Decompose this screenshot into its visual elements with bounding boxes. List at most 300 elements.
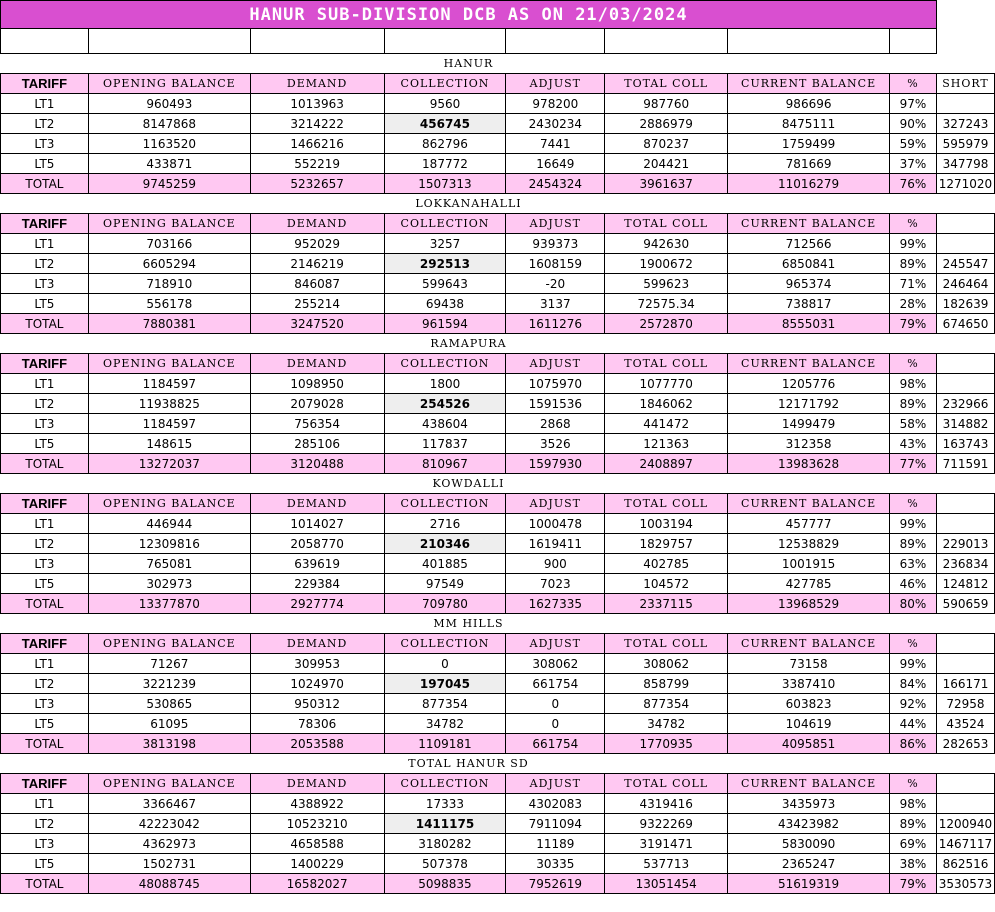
header-tariff[interactable]: TARIFF [1,74,89,94]
cell-adjust[interactable]: 1619411 [506,534,605,554]
cell-opening-balance[interactable]: 765081 [88,554,250,574]
header-total-coll[interactable]: TOTAL COLL [605,774,728,794]
empty-cell[interactable] [384,29,506,54]
cell-adjust[interactable]: 2868 [506,414,605,434]
header-short[interactable] [936,634,994,654]
cell-collection[interactable]: 1800 [384,374,506,394]
cell-opening-balance[interactable]: 1184597 [88,414,250,434]
cell-percent[interactable]: 89% [890,534,937,554]
cell-collection[interactable]: 0 [384,654,506,674]
cell-short[interactable]: 166171 [936,674,994,694]
header-opening-balance[interactable]: OPENING BALANCE [88,74,250,94]
header-collection[interactable]: COLLECTION [384,774,506,794]
cell-tariff[interactable]: LT1 [1,374,89,394]
header-short[interactable] [936,214,994,234]
cell-collection[interactable]: 599643 [384,274,506,294]
cell-current-balance[interactable]: 12538829 [728,534,890,554]
cell-opening-balance[interactable]: 1163520 [88,134,250,154]
cell-tariff[interactable]: LT3 [1,834,89,854]
cell-collection[interactable]: 438604 [384,414,506,434]
cell-short[interactable]: 232966 [936,394,994,414]
cell-total-coll[interactable]: 858799 [605,674,728,694]
cell-short[interactable]: 246464 [936,274,994,294]
cell-current-balance[interactable]: 2365247 [728,854,890,874]
empty-cell[interactable] [936,29,994,54]
cell-current-balance[interactable]: 738817 [728,294,890,314]
cell-opening-balance[interactable]: 13272037 [88,454,250,474]
cell-collection[interactable]: 3180282 [384,834,506,854]
cell-opening-balance[interactable]: 6605294 [88,254,250,274]
empty-cell[interactable] [936,1,994,29]
cell-collection[interactable]: 1507313 [384,174,506,194]
cell-adjust[interactable]: 661754 [506,734,605,754]
cell-short[interactable]: 236834 [936,554,994,574]
cell-collection[interactable]: 69438 [384,294,506,314]
cell-total-coll[interactable]: 308062 [605,654,728,674]
cell-opening-balance[interactable]: 148615 [88,434,250,454]
cell-opening-balance[interactable]: 1184597 [88,374,250,394]
cell-tariff[interactable]: LT2 [1,114,89,134]
cell-percent[interactable]: 63% [890,554,937,574]
cell-percent[interactable]: 80% [890,594,937,614]
section-title[interactable]: RAMAPURA [1,334,937,354]
cell-adjust[interactable]: 1075970 [506,374,605,394]
cell-short[interactable]: 124812 [936,574,994,594]
cell-tariff[interactable]: LT3 [1,274,89,294]
cell-total-coll[interactable]: 1770935 [605,734,728,754]
cell-tariff[interactable]: LT3 [1,414,89,434]
cell-short[interactable]: 3530573 [936,874,994,894]
cell-demand[interactable]: 3247520 [250,314,384,334]
cell-total-coll[interactable]: 599623 [605,274,728,294]
cell-opening-balance[interactable]: 446944 [88,514,250,534]
cell-short[interactable]: 182639 [936,294,994,314]
cell-adjust[interactable]: 1597930 [506,454,605,474]
cell-percent[interactable]: 89% [890,394,937,414]
cell-demand[interactable]: 1024970 [250,674,384,694]
cell-total-coll[interactable]: 1003194 [605,514,728,534]
cell-total-coll[interactable]: 1077770 [605,374,728,394]
cell-total-coll[interactable]: 3961637 [605,174,728,194]
cell-adjust[interactable]: 1611276 [506,314,605,334]
cell-tariff[interactable]: LT3 [1,554,89,574]
cell-opening-balance[interactable]: 433871 [88,154,250,174]
cell-current-balance[interactable]: 3435973 [728,794,890,814]
header-opening-balance[interactable]: OPENING BALANCE [88,494,250,514]
section-title[interactable]: MM HILLS [1,614,937,634]
empty-cell[interactable] [936,474,994,494]
cell-opening-balance[interactable]: 9745259 [88,174,250,194]
cell-total-coll[interactable]: 104572 [605,574,728,594]
header-collection[interactable]: COLLECTION [384,494,506,514]
cell-adjust[interactable]: 978200 [506,94,605,114]
cell-demand[interactable]: 2146219 [250,254,384,274]
header-opening-balance[interactable]: OPENING BALANCE [88,214,250,234]
cell-collection[interactable]: 877354 [384,694,506,714]
cell-tariff[interactable]: TOTAL [1,594,89,614]
header-short[interactable] [936,354,994,374]
cell-percent[interactable]: 79% [890,874,937,894]
cell-tariff[interactable]: LT1 [1,654,89,674]
cell-current-balance[interactable]: 11016279 [728,174,890,194]
cell-opening-balance[interactable]: 530865 [88,694,250,714]
header-current-balance[interactable]: CURRENT BALANCE [728,214,890,234]
cell-collection[interactable]: 507378 [384,854,506,874]
header-percent[interactable]: % [890,214,937,234]
cell-collection[interactable]: 810967 [384,454,506,474]
cell-total-coll[interactable]: 72575.34 [605,294,728,314]
cell-current-balance[interactable]: 1205776 [728,374,890,394]
cell-total-coll[interactable]: 2337115 [605,594,728,614]
header-tariff[interactable]: TARIFF [1,634,89,654]
cell-demand[interactable]: 552219 [250,154,384,174]
cell-current-balance[interactable]: 427785 [728,574,890,594]
cell-current-balance[interactable]: 51619319 [728,874,890,894]
cell-total-coll[interactable]: 13051454 [605,874,728,894]
sheet-title[interactable]: HANUR SUB-DIVISION DCB AS ON 21/03/2024 [1,1,937,29]
cell-demand[interactable]: 1014027 [250,514,384,534]
cell-opening-balance[interactable]: 48088745 [88,874,250,894]
cell-total-coll[interactable]: 1829757 [605,534,728,554]
cell-percent[interactable]: 38% [890,854,937,874]
cell-percent[interactable]: 43% [890,434,937,454]
cell-collection[interactable]: 97549 [384,574,506,594]
header-total-coll[interactable]: TOTAL COLL [605,74,728,94]
cell-demand[interactable]: 1013963 [250,94,384,114]
header-total-coll[interactable]: TOTAL COLL [605,494,728,514]
cell-demand[interactable]: 309953 [250,654,384,674]
cell-collection[interactable]: 254526 [384,394,506,414]
cell-adjust[interactable]: 30335 [506,854,605,874]
cell-adjust[interactable]: 7441 [506,134,605,154]
header-current-balance[interactable]: CURRENT BALANCE [728,494,890,514]
header-tariff[interactable]: TARIFF [1,354,89,374]
cell-current-balance[interactable]: 712566 [728,234,890,254]
cell-opening-balance[interactable]: 61095 [88,714,250,734]
cell-demand[interactable]: 1400229 [250,854,384,874]
cell-tariff[interactable]: TOTAL [1,734,89,754]
header-short[interactable] [936,774,994,794]
cell-total-coll[interactable]: 9322269 [605,814,728,834]
cell-adjust[interactable]: 3526 [506,434,605,454]
cell-tariff[interactable]: LT1 [1,234,89,254]
cell-short[interactable]: 862516 [936,854,994,874]
cell-demand[interactable]: 1466216 [250,134,384,154]
cell-demand[interactable]: 952029 [250,234,384,254]
header-adjust[interactable]: ADJUST [506,214,605,234]
cell-total-coll[interactable]: 942630 [605,234,728,254]
cell-current-balance[interactable]: 1759499 [728,134,890,154]
cell-short[interactable] [936,374,994,394]
cell-percent[interactable]: 99% [890,654,937,674]
cell-tariff[interactable]: LT5 [1,154,89,174]
cell-current-balance[interactable]: 73158 [728,654,890,674]
cell-short[interactable]: 674650 [936,314,994,334]
section-title[interactable]: LOKKANAHALLI [1,194,937,214]
cell-collection[interactable]: 292513 [384,254,506,274]
cell-demand[interactable]: 2927774 [250,594,384,614]
cell-adjust[interactable]: 4302083 [506,794,605,814]
cell-tariff[interactable]: LT2 [1,534,89,554]
cell-total-coll[interactable]: 34782 [605,714,728,734]
cell-current-balance[interactable]: 3387410 [728,674,890,694]
header-tariff[interactable]: TARIFF [1,214,89,234]
empty-cell[interactable] [936,334,994,354]
cell-demand[interactable]: 10523210 [250,814,384,834]
cell-percent[interactable]: 98% [890,374,937,394]
cell-total-coll[interactable]: 204421 [605,154,728,174]
header-collection[interactable]: COLLECTION [384,634,506,654]
cell-percent[interactable]: 92% [890,694,937,714]
cell-short[interactable]: 711591 [936,454,994,474]
cell-total-coll[interactable]: 987760 [605,94,728,114]
header-adjust[interactable]: ADJUST [506,494,605,514]
cell-short[interactable]: 590659 [936,594,994,614]
cell-short[interactable] [936,794,994,814]
cell-adjust[interactable]: 0 [506,694,605,714]
header-current-balance[interactable]: CURRENT BALANCE [728,634,890,654]
cell-demand[interactable]: 285106 [250,434,384,454]
cell-collection[interactable]: 3257 [384,234,506,254]
cell-current-balance[interactable]: 5830090 [728,834,890,854]
cell-tariff[interactable]: LT1 [1,94,89,114]
cell-percent[interactable]: 86% [890,734,937,754]
cell-adjust[interactable]: 308062 [506,654,605,674]
cell-short[interactable]: 595979 [936,134,994,154]
cell-tariff[interactable]: LT1 [1,514,89,534]
cell-opening-balance[interactable]: 703166 [88,234,250,254]
cell-opening-balance[interactable]: 11938825 [88,394,250,414]
cell-demand[interactable]: 639619 [250,554,384,574]
cell-adjust[interactable]: 7952619 [506,874,605,894]
cell-tariff[interactable]: LT5 [1,294,89,314]
cell-total-coll[interactable]: 2886979 [605,114,728,134]
cell-demand[interactable]: 16582027 [250,874,384,894]
header-demand[interactable]: DEMAND [250,214,384,234]
cell-current-balance[interactable]: 12171792 [728,394,890,414]
empty-cell[interactable] [88,29,250,54]
header-tariff[interactable]: TARIFF [1,774,89,794]
cell-current-balance[interactable]: 965374 [728,274,890,294]
header-collection[interactable]: COLLECTION [384,74,506,94]
cell-percent[interactable]: 99% [890,514,937,534]
empty-cell[interactable] [890,29,937,54]
cell-collection[interactable]: 34782 [384,714,506,734]
cell-opening-balance[interactable]: 960493 [88,94,250,114]
cell-adjust[interactable]: 7911094 [506,814,605,834]
empty-cell[interactable] [936,754,994,774]
empty-cell[interactable] [605,29,728,54]
cell-collection[interactable]: 9560 [384,94,506,114]
cell-demand[interactable]: 3120488 [250,454,384,474]
header-demand[interactable]: DEMAND [250,774,384,794]
header-total-coll[interactable]: TOTAL COLL [605,354,728,374]
cell-opening-balance[interactable]: 556178 [88,294,250,314]
cell-percent[interactable]: 98% [890,794,937,814]
cell-tariff[interactable]: TOTAL [1,314,89,334]
cell-percent[interactable]: 99% [890,234,937,254]
cell-adjust[interactable]: 11189 [506,834,605,854]
cell-demand[interactable]: 4658588 [250,834,384,854]
header-demand[interactable]: DEMAND [250,354,384,374]
cell-collection[interactable]: 1411175 [384,814,506,834]
header-percent[interactable]: % [890,494,937,514]
cell-total-coll[interactable]: 3191471 [605,834,728,854]
cell-demand[interactable]: 2079028 [250,394,384,414]
cell-percent[interactable]: 79% [890,314,937,334]
cell-demand[interactable]: 2053588 [250,734,384,754]
cell-adjust[interactable]: 2430234 [506,114,605,134]
header-collection[interactable]: COLLECTION [384,354,506,374]
cell-total-coll[interactable]: 537713 [605,854,728,874]
cell-short[interactable]: 229013 [936,534,994,554]
cell-tariff[interactable]: LT5 [1,574,89,594]
header-adjust[interactable]: ADJUST [506,634,605,654]
cell-collection[interactable]: 961594 [384,314,506,334]
cell-demand[interactable]: 2058770 [250,534,384,554]
cell-short[interactable]: 1200940 [936,814,994,834]
empty-cell[interactable] [936,614,994,634]
cell-current-balance[interactable]: 312358 [728,434,890,454]
header-current-balance[interactable]: CURRENT BALANCE [728,74,890,94]
header-collection[interactable]: COLLECTION [384,214,506,234]
cell-collection[interactable]: 709780 [384,594,506,614]
header-percent[interactable]: % [890,354,937,374]
empty-cell[interactable] [250,29,384,54]
header-current-balance[interactable]: CURRENT BALANCE [728,354,890,374]
cell-tariff[interactable]: LT1 [1,794,89,814]
cell-collection[interactable]: 187772 [384,154,506,174]
cell-short[interactable]: 72958 [936,694,994,714]
cell-tariff[interactable]: LT3 [1,694,89,714]
cell-tariff[interactable]: TOTAL [1,174,89,194]
cell-adjust[interactable]: 900 [506,554,605,574]
cell-opening-balance[interactable]: 7880381 [88,314,250,334]
cell-opening-balance[interactable]: 3366467 [88,794,250,814]
cell-opening-balance[interactable]: 71267 [88,654,250,674]
cell-adjust[interactable]: 0 [506,714,605,734]
cell-tariff[interactable]: TOTAL [1,874,89,894]
cell-opening-balance[interactable]: 3813198 [88,734,250,754]
cell-adjust[interactable]: 661754 [506,674,605,694]
cell-current-balance[interactable]: 8475111 [728,114,890,134]
cell-percent[interactable]: 37% [890,154,937,174]
cell-demand[interactable]: 950312 [250,694,384,714]
cell-tariff[interactable]: LT5 [1,854,89,874]
cell-total-coll[interactable]: 2572870 [605,314,728,334]
header-short[interactable] [936,494,994,514]
cell-short[interactable]: 1467117 [936,834,994,854]
cell-tariff[interactable]: TOTAL [1,454,89,474]
cell-percent[interactable]: 44% [890,714,937,734]
header-percent[interactable]: % [890,774,937,794]
cell-percent[interactable]: 89% [890,814,937,834]
section-title[interactable]: HANUR [1,54,937,74]
cell-short[interactable]: 43524 [936,714,994,734]
empty-cell[interactable] [936,194,994,214]
header-opening-balance[interactable]: OPENING BALANCE [88,354,250,374]
cell-current-balance[interactable]: 1001915 [728,554,890,574]
cell-total-coll[interactable]: 1846062 [605,394,728,414]
cell-opening-balance[interactable]: 4362973 [88,834,250,854]
cell-tariff[interactable]: LT2 [1,254,89,274]
cell-current-balance[interactable]: 6850841 [728,254,890,274]
cell-adjust[interactable]: 2454324 [506,174,605,194]
cell-adjust[interactable]: 1000478 [506,514,605,534]
cell-percent[interactable]: 46% [890,574,937,594]
header-adjust[interactable]: ADJUST [506,774,605,794]
cell-demand[interactable]: 1098950 [250,374,384,394]
cell-tariff[interactable]: LT2 [1,394,89,414]
header-total-coll[interactable]: TOTAL COLL [605,214,728,234]
empty-cell[interactable] [936,54,994,74]
cell-demand[interactable]: 5232657 [250,174,384,194]
cell-percent[interactable]: 90% [890,114,937,134]
cell-adjust[interactable]: 1627335 [506,594,605,614]
empty-cell[interactable] [506,29,605,54]
cell-collection[interactable]: 862796 [384,134,506,154]
cell-total-coll[interactable]: 870237 [605,134,728,154]
cell-current-balance[interactable]: 43423982 [728,814,890,834]
cell-short[interactable]: 1271020 [936,174,994,194]
cell-percent[interactable]: 58% [890,414,937,434]
cell-total-coll[interactable]: 441472 [605,414,728,434]
cell-opening-balance[interactable]: 13377870 [88,594,250,614]
section-title[interactable]: KOWDALLI [1,474,937,494]
header-opening-balance[interactable]: OPENING BALANCE [88,774,250,794]
header-adjust[interactable]: ADJUST [506,354,605,374]
cell-opening-balance[interactable]: 1502731 [88,854,250,874]
cell-collection[interactable]: 210346 [384,534,506,554]
empty-cell[interactable] [728,29,890,54]
cell-collection[interactable]: 5098835 [384,874,506,894]
cell-opening-balance[interactable]: 8147868 [88,114,250,134]
cell-collection[interactable]: 197045 [384,674,506,694]
cell-total-coll[interactable]: 4319416 [605,794,728,814]
cell-total-coll[interactable]: 877354 [605,694,728,714]
cell-short[interactable] [936,94,994,114]
cell-adjust[interactable]: 1608159 [506,254,605,274]
cell-demand[interactable]: 255214 [250,294,384,314]
cell-demand[interactable]: 3214222 [250,114,384,134]
cell-adjust[interactable]: 939373 [506,234,605,254]
cell-percent[interactable]: 84% [890,674,937,694]
cell-collection[interactable]: 1109181 [384,734,506,754]
section-title[interactable]: TOTAL HANUR SD [1,754,937,774]
header-current-balance[interactable]: CURRENT BALANCE [728,774,890,794]
cell-demand[interactable]: 756354 [250,414,384,434]
cell-current-balance[interactable]: 104619 [728,714,890,734]
cell-opening-balance[interactable]: 718910 [88,274,250,294]
cell-current-balance[interactable]: 4095851 [728,734,890,754]
cell-adjust[interactable]: 7023 [506,574,605,594]
cell-percent[interactable]: 97% [890,94,937,114]
cell-current-balance[interactable]: 457777 [728,514,890,534]
cell-short[interactable]: 245547 [936,254,994,274]
cell-opening-balance[interactable]: 302973 [88,574,250,594]
cell-tariff[interactable]: LT5 [1,714,89,734]
header-percent[interactable]: % [890,634,937,654]
cell-percent[interactable]: 71% [890,274,937,294]
cell-current-balance[interactable]: 13968529 [728,594,890,614]
cell-current-balance[interactable]: 781669 [728,154,890,174]
cell-percent[interactable]: 77% [890,454,937,474]
cell-percent[interactable]: 59% [890,134,937,154]
empty-cell[interactable] [1,29,89,54]
cell-total-coll[interactable]: 1900672 [605,254,728,274]
cell-adjust[interactable]: 3137 [506,294,605,314]
cell-demand[interactable]: 4388922 [250,794,384,814]
